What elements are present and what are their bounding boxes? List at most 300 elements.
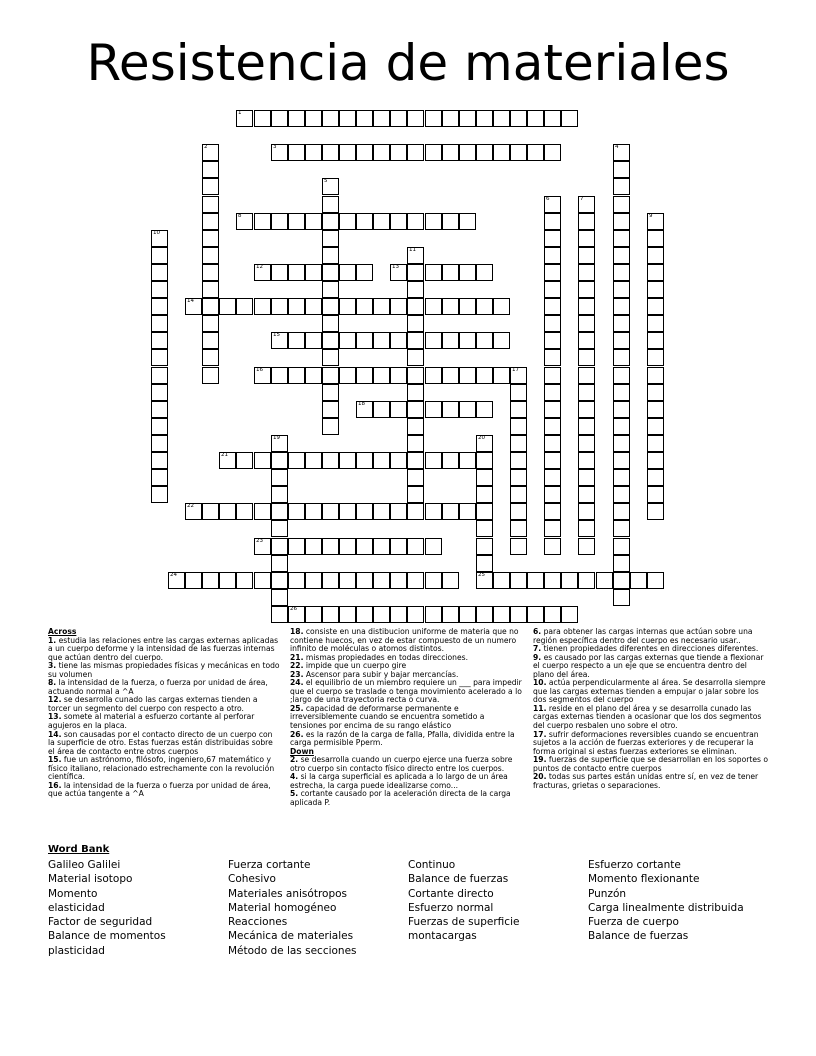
grid-cell[interactable] [271,110,288,127]
grid-cell[interactable] [322,503,339,520]
grid-cell[interactable] [339,572,356,589]
grid-cell[interactable] [356,452,373,469]
grid-cell[interactable] [613,452,630,469]
grid-cell[interactable] [322,349,339,366]
grid-cell[interactable] [578,418,595,435]
grid-cell[interactable] [527,144,544,161]
grid-cell[interactable] [390,452,407,469]
grid-cell[interactable] [373,213,390,230]
grid-cell[interactable] [339,298,356,315]
grid-cell[interactable] [578,196,595,213]
grid-cell[interactable] [407,281,424,298]
grid-cell[interactable] [425,298,442,315]
grid-cell[interactable] [254,572,271,589]
grid-cell[interactable] [390,213,407,230]
grid-cell[interactable] [561,606,578,623]
grid-cell[interactable] [544,196,561,213]
grid-cell[interactable] [544,332,561,349]
grid-cell[interactable] [544,486,561,503]
grid-cell[interactable] [151,435,168,452]
grid-cell[interactable] [425,503,442,520]
grid-cell[interactable] [527,572,544,589]
grid-cell[interactable] [254,298,271,315]
grid-cell[interactable] [544,213,561,230]
grid-cell[interactable] [407,401,424,418]
grid-cell[interactable] [271,469,288,486]
grid-cell[interactable] [510,469,527,486]
grid-cell[interactable] [356,503,373,520]
grid-cell[interactable] [254,452,271,469]
grid-cell[interactable] [151,247,168,264]
grid-cell[interactable] [202,349,219,366]
grid-cell[interactable] [647,315,664,332]
grid-cell[interactable] [476,264,493,281]
grid-cell[interactable] [578,349,595,366]
grid-cell[interactable] [459,213,476,230]
grid-cell[interactable] [202,315,219,332]
grid-cell[interactable] [322,367,339,384]
grid-cell[interactable] [425,572,442,589]
grid-cell[interactable] [544,520,561,537]
grid-cell[interactable] [459,264,476,281]
grid-cell[interactable] [425,606,442,623]
grid-cell[interactable] [322,178,339,195]
grid-cell[interactable] [647,572,664,589]
grid-cell[interactable] [510,401,527,418]
grid-cell[interactable] [202,213,219,230]
grid-cell[interactable] [613,486,630,503]
grid-cell[interactable] [493,332,510,349]
grid-cell[interactable] [630,572,647,589]
grid-cell[interactable] [510,452,527,469]
grid-cell[interactable] [202,144,219,161]
grid-cell[interactable] [544,401,561,418]
grid-cell[interactable] [236,572,253,589]
grid-cell[interactable] [476,555,493,572]
grid-cell[interactable] [288,298,305,315]
grid-cell[interactable] [613,538,630,555]
grid-cell[interactable] [407,435,424,452]
grid-cell[interactable] [373,367,390,384]
grid-cell[interactable] [254,110,271,127]
grid-cell[interactable] [271,589,288,606]
grid-cell[interactable] [390,538,407,555]
grid-cell[interactable] [544,435,561,452]
grid-cell[interactable] [493,572,510,589]
grid-cell[interactable] [288,538,305,555]
grid-cell[interactable] [236,503,253,520]
grid-cell[interactable] [151,452,168,469]
grid-cell[interactable] [288,367,305,384]
grid-cell[interactable] [202,367,219,384]
grid-cell[interactable] [578,367,595,384]
grid-cell[interactable] [322,401,339,418]
grid-cell[interactable] [288,264,305,281]
grid-cell[interactable] [425,264,442,281]
grid-cell[interactable] [271,367,288,384]
grid-cell[interactable] [271,435,288,452]
grid-cell[interactable] [305,503,322,520]
grid-cell[interactable] [510,110,527,127]
grid-cell[interactable] [561,110,578,127]
grid-cell[interactable] [407,298,424,315]
grid-cell[interactable] [407,384,424,401]
grid-cell[interactable] [613,230,630,247]
grid-cell[interactable] [613,298,630,315]
grid-cell[interactable] [288,503,305,520]
grid-cell[interactable] [339,367,356,384]
grid-cell[interactable] [322,213,339,230]
grid-cell[interactable] [322,230,339,247]
grid-cell[interactable] [647,298,664,315]
grid-cell[interactable] [185,572,202,589]
grid-cell[interactable] [322,315,339,332]
grid-cell[interactable] [476,606,493,623]
grid-cell[interactable] [578,401,595,418]
grid-cell[interactable] [305,606,322,623]
grid-cell[interactable] [613,367,630,384]
grid-cell[interactable] [459,144,476,161]
grid-cell[interactable] [578,572,595,589]
grid-cell[interactable] [322,298,339,315]
grid-cell[interactable] [578,452,595,469]
grid-cell[interactable] [442,264,459,281]
grid-cell[interactable] [613,196,630,213]
grid-cell[interactable] [544,247,561,264]
grid-cell[interactable] [390,606,407,623]
grid-cell[interactable] [476,110,493,127]
grid-cell[interactable] [544,538,561,555]
grid-cell[interactable] [476,486,493,503]
grid-cell[interactable] [236,298,253,315]
grid-cell[interactable] [613,247,630,264]
grid-cell[interactable] [476,520,493,537]
grid-cell[interactable] [476,367,493,384]
grid-cell[interactable] [544,606,561,623]
grid-cell[interactable] [510,503,527,520]
grid-cell[interactable] [613,435,630,452]
grid-cell[interactable] [407,110,424,127]
grid-cell[interactable] [151,418,168,435]
grid-cell[interactable] [578,230,595,247]
grid-cell[interactable] [356,572,373,589]
grid-cell[interactable] [339,538,356,555]
grid-cell[interactable] [339,110,356,127]
grid-cell[interactable] [544,503,561,520]
grid-cell[interactable] [561,572,578,589]
grid-cell[interactable] [527,606,544,623]
grid-cell[interactable] [219,452,236,469]
grid-cell[interactable] [425,213,442,230]
grid-cell[interactable] [271,503,288,520]
grid-cell[interactable] [544,298,561,315]
grid-cell[interactable] [271,555,288,572]
grid-cell[interactable] [476,298,493,315]
grid-cell[interactable] [527,110,544,127]
grid-cell[interactable] [476,144,493,161]
grid-cell[interactable] [356,298,373,315]
grid-cell[interactable] [288,452,305,469]
grid-cell[interactable] [305,264,322,281]
grid-cell[interactable] [442,332,459,349]
grid-cell[interactable] [407,572,424,589]
grid-cell[interactable] [373,452,390,469]
grid-cell[interactable] [356,538,373,555]
grid-cell[interactable] [510,367,527,384]
grid-cell[interactable] [373,503,390,520]
grid-cell[interactable] [322,144,339,161]
grid-cell[interactable] [613,418,630,435]
grid-cell[interactable] [425,367,442,384]
grid-cell[interactable] [613,503,630,520]
grid-cell[interactable] [407,247,424,264]
grid-cell[interactable] [151,486,168,503]
grid-cell[interactable] [425,401,442,418]
grid-cell[interactable] [356,264,373,281]
grid-cell[interactable] [185,298,202,315]
grid-cell[interactable] [544,418,561,435]
grid-cell[interactable] [544,315,561,332]
grid-cell[interactable] [647,503,664,520]
grid-cell[interactable] [613,520,630,537]
grid-cell[interactable] [510,144,527,161]
grid-cell[interactable] [151,264,168,281]
grid-cell[interactable] [613,281,630,298]
grid-cell[interactable] [459,401,476,418]
grid-cell[interactable] [390,332,407,349]
grid-cell[interactable] [578,247,595,264]
grid-cell[interactable] [339,264,356,281]
grid-cell[interactable] [254,503,271,520]
grid-cell[interactable] [476,332,493,349]
grid-cell[interactable] [202,178,219,195]
grid-cell[interactable] [407,264,424,281]
grid-cell[interactable] [493,367,510,384]
grid-cell[interactable] [544,572,561,589]
grid-cell[interactable] [613,315,630,332]
grid-cell[interactable] [373,298,390,315]
grid-cell[interactable] [613,264,630,281]
grid-cell[interactable] [510,520,527,537]
grid-cell[interactable] [613,144,630,161]
grid-cell[interactable] [322,538,339,555]
grid-cell[interactable] [407,503,424,520]
grid-cell[interactable] [510,384,527,401]
grid-cell[interactable] [236,110,253,127]
grid-cell[interactable] [185,503,202,520]
grid-cell[interactable] [442,401,459,418]
grid-cell[interactable] [425,332,442,349]
grid-cell[interactable] [407,349,424,366]
grid-cell[interactable] [356,213,373,230]
grid-cell[interactable] [459,367,476,384]
grid-cell[interactable] [151,384,168,401]
grid-cell[interactable] [510,418,527,435]
grid-cell[interactable] [476,435,493,452]
grid-cell[interactable] [613,589,630,606]
grid-cell[interactable] [544,384,561,401]
grid-cell[interactable] [390,144,407,161]
grid-cell[interactable] [322,572,339,589]
grid-cell[interactable] [459,503,476,520]
grid-cell[interactable] [578,213,595,230]
grid-cell[interactable] [202,281,219,298]
grid-cell[interactable] [647,418,664,435]
grid-cell[interactable] [647,367,664,384]
grid-cell[interactable] [305,144,322,161]
grid-cell[interactable] [288,144,305,161]
grid-cell[interactable] [236,213,253,230]
grid-cell[interactable] [476,572,493,589]
grid-cell[interactable] [373,538,390,555]
grid-cell[interactable] [613,213,630,230]
grid-cell[interactable] [407,332,424,349]
grid-cell[interactable] [510,538,527,555]
grid-cell[interactable] [390,298,407,315]
grid-cell[interactable] [322,606,339,623]
grid-cell[interactable] [613,469,630,486]
grid-cell[interactable] [339,144,356,161]
grid-cell[interactable] [493,298,510,315]
grid-cell[interactable] [544,367,561,384]
grid-cell[interactable] [510,572,527,589]
grid-cell[interactable] [596,572,613,589]
grid-cell[interactable] [288,110,305,127]
grid-cell[interactable] [476,452,493,469]
grid-cell[interactable] [202,298,219,315]
grid-cell[interactable] [356,367,373,384]
grid-cell[interactable] [219,572,236,589]
grid-cell[interactable] [442,367,459,384]
grid-cell[interactable] [578,503,595,520]
grid-cell[interactable] [647,401,664,418]
grid-cell[interactable] [407,213,424,230]
grid-cell[interactable] [407,486,424,503]
grid-cell[interactable] [425,144,442,161]
grid-cell[interactable] [407,606,424,623]
grid-cell[interactable] [647,281,664,298]
grid-cell[interactable] [322,196,339,213]
grid-cell[interactable] [288,606,305,623]
grid-cell[interactable] [305,572,322,589]
grid-cell[interactable] [425,538,442,555]
grid-cell[interactable] [271,298,288,315]
grid-cell[interactable] [339,213,356,230]
grid-cell[interactable] [322,281,339,298]
grid-cell[interactable] [578,486,595,503]
grid-cell[interactable] [613,349,630,366]
grid-cell[interactable] [271,520,288,537]
grid-cell[interactable] [544,452,561,469]
grid-cell[interactable] [254,367,271,384]
grid-cell[interactable] [322,452,339,469]
grid-cell[interactable] [407,469,424,486]
grid-cell[interactable] [390,572,407,589]
grid-cell[interactable] [578,384,595,401]
grid-cell[interactable] [322,264,339,281]
grid-cell[interactable] [288,213,305,230]
grid-cell[interactable] [202,264,219,281]
grid-cell[interactable] [373,606,390,623]
grid-cell[interactable] [578,298,595,315]
grid-cell[interactable] [151,401,168,418]
grid-cell[interactable] [510,606,527,623]
grid-cell[interactable] [322,384,339,401]
grid-cell[interactable] [647,486,664,503]
grid-cell[interactable] [578,469,595,486]
grid-cell[interactable] [442,298,459,315]
grid-cell[interactable] [168,572,185,589]
grid-cell[interactable] [151,281,168,298]
grid-cell[interactable] [510,486,527,503]
grid-cell[interactable] [288,572,305,589]
grid-cell[interactable] [647,332,664,349]
grid-cell[interactable] [305,298,322,315]
grid-cell[interactable] [202,196,219,213]
grid-cell[interactable] [459,110,476,127]
grid-cell[interactable] [219,503,236,520]
grid-cell[interactable] [322,418,339,435]
grid-cell[interactable] [407,144,424,161]
grid-cell[interactable] [613,161,630,178]
grid-cell[interactable] [647,435,664,452]
grid-cell[interactable] [219,298,236,315]
grid-cell[interactable] [476,469,493,486]
grid-cell[interactable] [544,110,561,127]
grid-cell[interactable] [151,349,168,366]
grid-cell[interactable] [373,401,390,418]
grid-cell[interactable] [271,486,288,503]
grid-cell[interactable] [305,538,322,555]
grid-cell[interactable] [373,572,390,589]
grid-cell[interactable] [288,332,305,349]
grid-cell[interactable] [202,572,219,589]
grid-cell[interactable] [613,384,630,401]
grid-cell[interactable] [459,452,476,469]
grid-cell[interactable] [407,367,424,384]
grid-cell[interactable] [390,110,407,127]
grid-cell[interactable] [407,452,424,469]
grid-cell[interactable] [442,213,459,230]
grid-cell[interactable] [442,503,459,520]
grid-cell[interactable] [459,332,476,349]
grid-cell[interactable] [407,315,424,332]
grid-cell[interactable] [322,247,339,264]
grid-cell[interactable] [202,503,219,520]
grid-cell[interactable] [544,469,561,486]
grid-cell[interactable] [356,606,373,623]
grid-cell[interactable] [305,332,322,349]
grid-cell[interactable] [442,110,459,127]
grid-cell[interactable] [578,520,595,537]
grid-cell[interactable] [254,213,271,230]
grid-cell[interactable] [339,332,356,349]
grid-cell[interactable] [647,213,664,230]
grid-cell[interactable] [647,469,664,486]
grid-cell[interactable] [544,264,561,281]
grid-cell[interactable] [339,452,356,469]
grid-cell[interactable] [425,110,442,127]
grid-cell[interactable] [390,503,407,520]
grid-cell[interactable] [647,230,664,247]
grid-cell[interactable] [578,281,595,298]
grid-cell[interactable] [254,264,271,281]
grid-cell[interactable] [544,230,561,247]
grid-cell[interactable] [407,418,424,435]
grid-cell[interactable] [305,452,322,469]
grid-cell[interactable] [510,435,527,452]
grid-cell[interactable] [373,332,390,349]
